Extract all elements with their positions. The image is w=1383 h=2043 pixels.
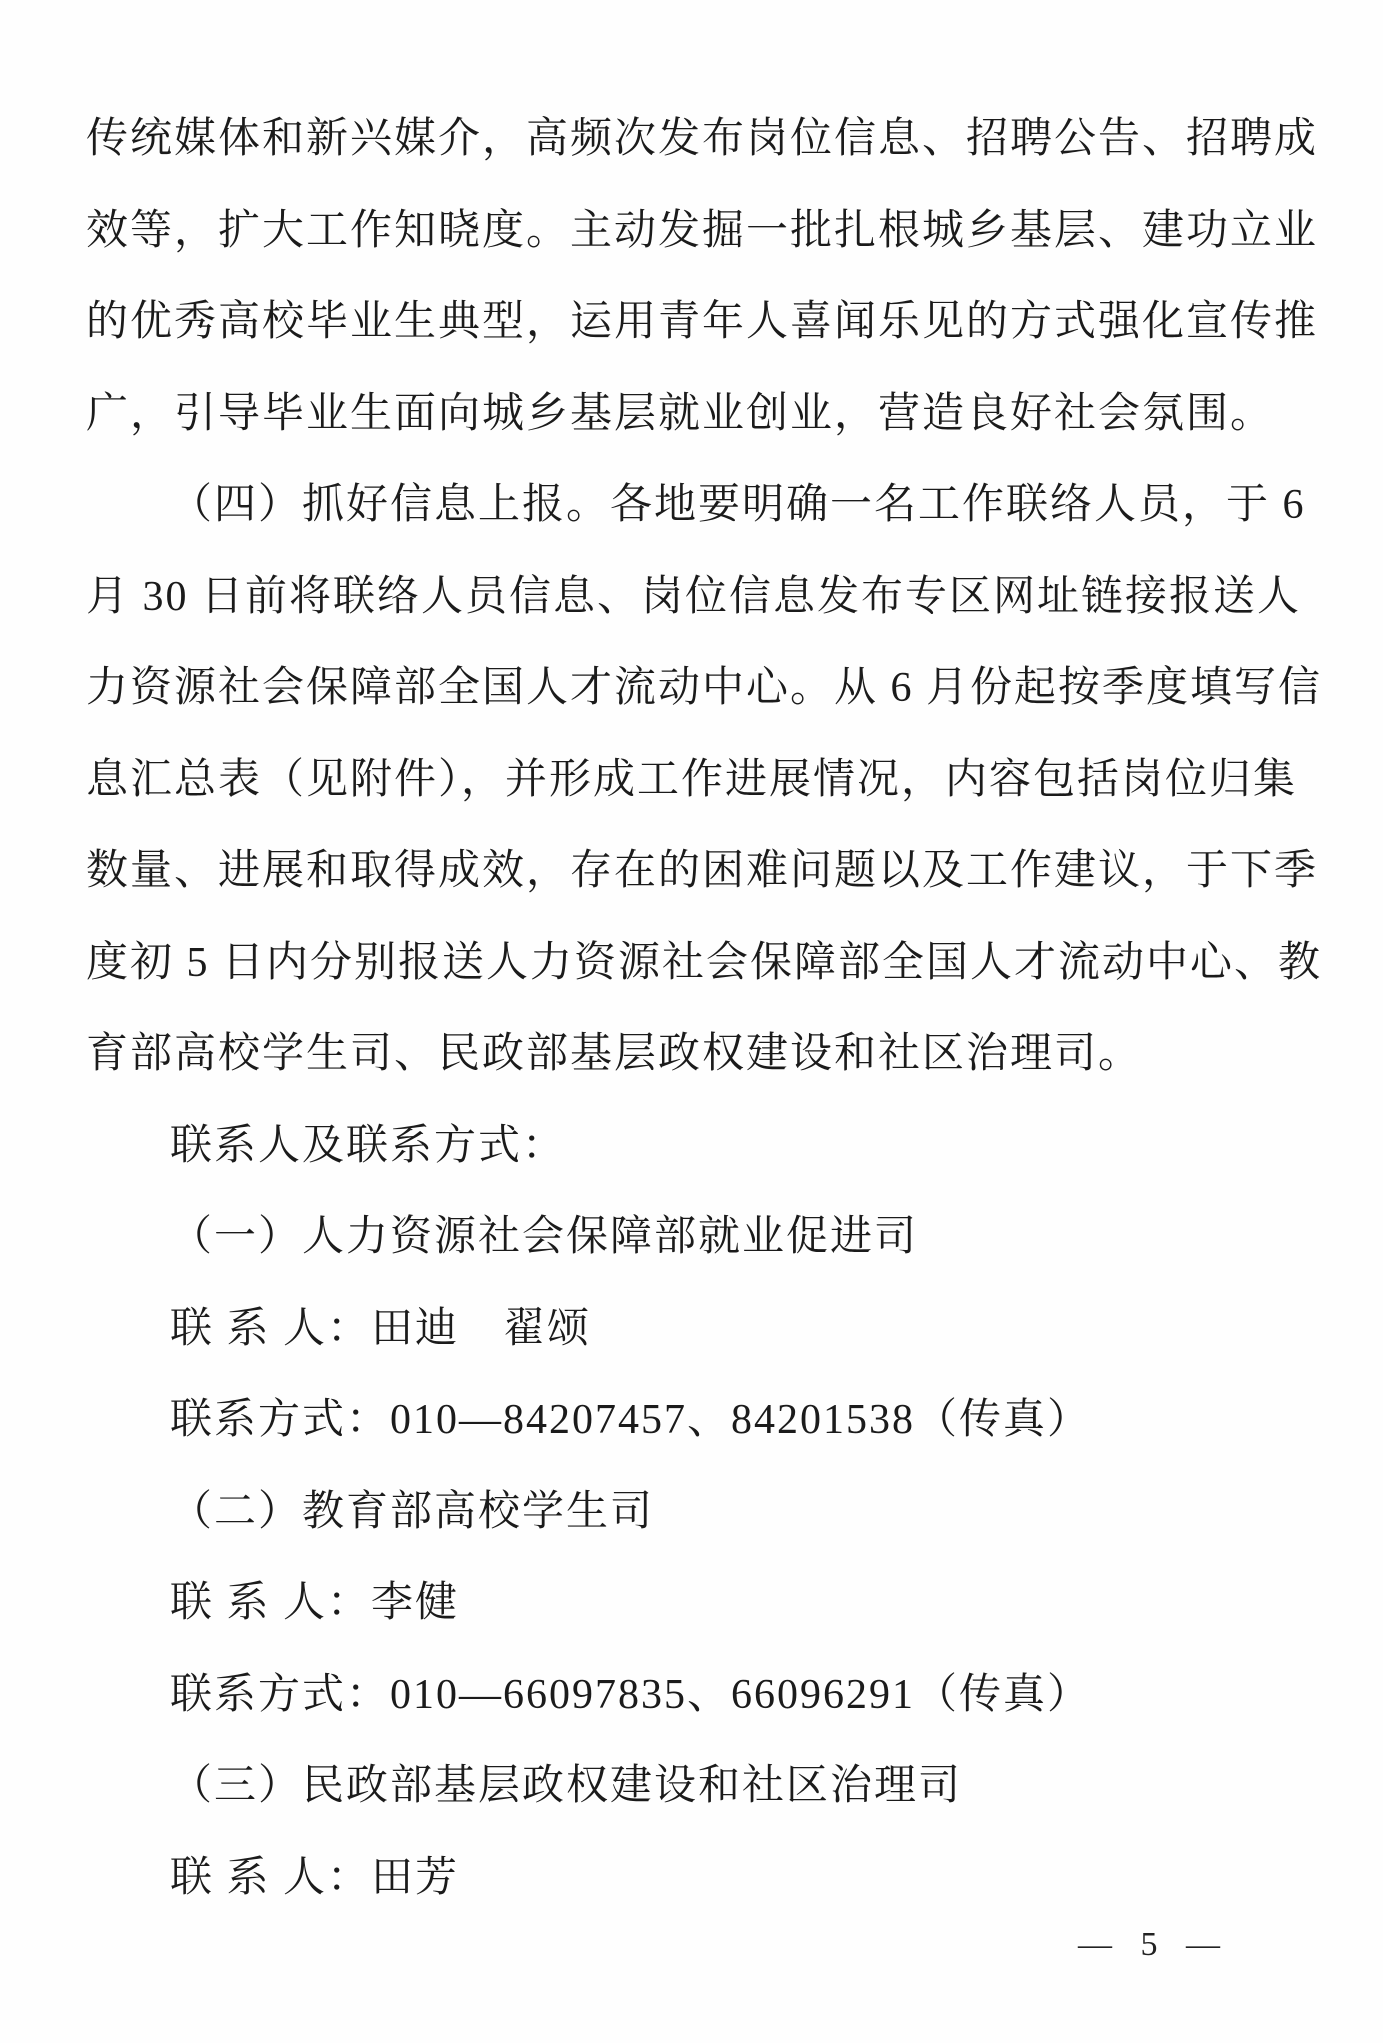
text-line: 联 系 人：李健	[170, 1580, 460, 1626]
text-line: 度初 5 日内分别报送人力资源社会保障部全国人才流动中心、教	[86, 939, 1323, 986]
text-line: 数量、进展和取得成效，存在的困难问题以及工作建议，于下季	[86, 848, 1319, 894]
text-line: 联系人及联系方式：	[170, 1122, 567, 1169]
text-line: 联系方式：010—66097835、66096291（传真）	[170, 1671, 1092, 1718]
text-line: 育部高校学生司、民政部基层政权建设和社区治理司。	[86, 1031, 1143, 1077]
text-line: 效等，扩大工作知晓度。主动发掘一批扎根城乡基层、建功立业	[86, 207, 1319, 254]
text-line: 传统媒体和新兴媒介，高频次发布岗位信息、招聘公告、招聘成	[86, 116, 1319, 162]
text-line: （二）教育部高校学生司	[170, 1488, 655, 1535]
text-line: （三）民政部基层政权建设和社区治理司	[170, 1763, 963, 1809]
text-line: 月 30 日前将联络人员信息、岗位信息发布专区网址链接报送人	[86, 573, 1302, 620]
text-line: （一）人力资源社会保障部就业促进司	[170, 1214, 919, 1260]
text-line: 广，引导毕业生面向城乡基层就业创业，营造良好社会氛围。	[86, 390, 1275, 437]
text-line: （四）抓好信息上报。各地要明确一名工作联络人员，于 6	[170, 482, 1306, 528]
text-line: 联 系 人：田芳	[170, 1854, 460, 1901]
text-line: 息汇总表（见附件），并形成工作进展情况，内容包括岗位归集	[86, 756, 1298, 803]
body-text	[86, 94, 1323, 1924]
text-line: 联 系 人：田迪 翟颂	[170, 1305, 592, 1352]
text-line: 力资源社会保障部全国人才流动中心。从 6 月份起按季度填写信	[86, 665, 1323, 711]
text-line: 联系方式：010—84207457、84201538（传真）	[170, 1397, 1092, 1443]
text-line: 的优秀高校毕业生典型，运用青年人喜闻乐见的方式强化宣传推	[86, 299, 1319, 345]
page-number: — 5 —	[1078, 1926, 1230, 1963]
